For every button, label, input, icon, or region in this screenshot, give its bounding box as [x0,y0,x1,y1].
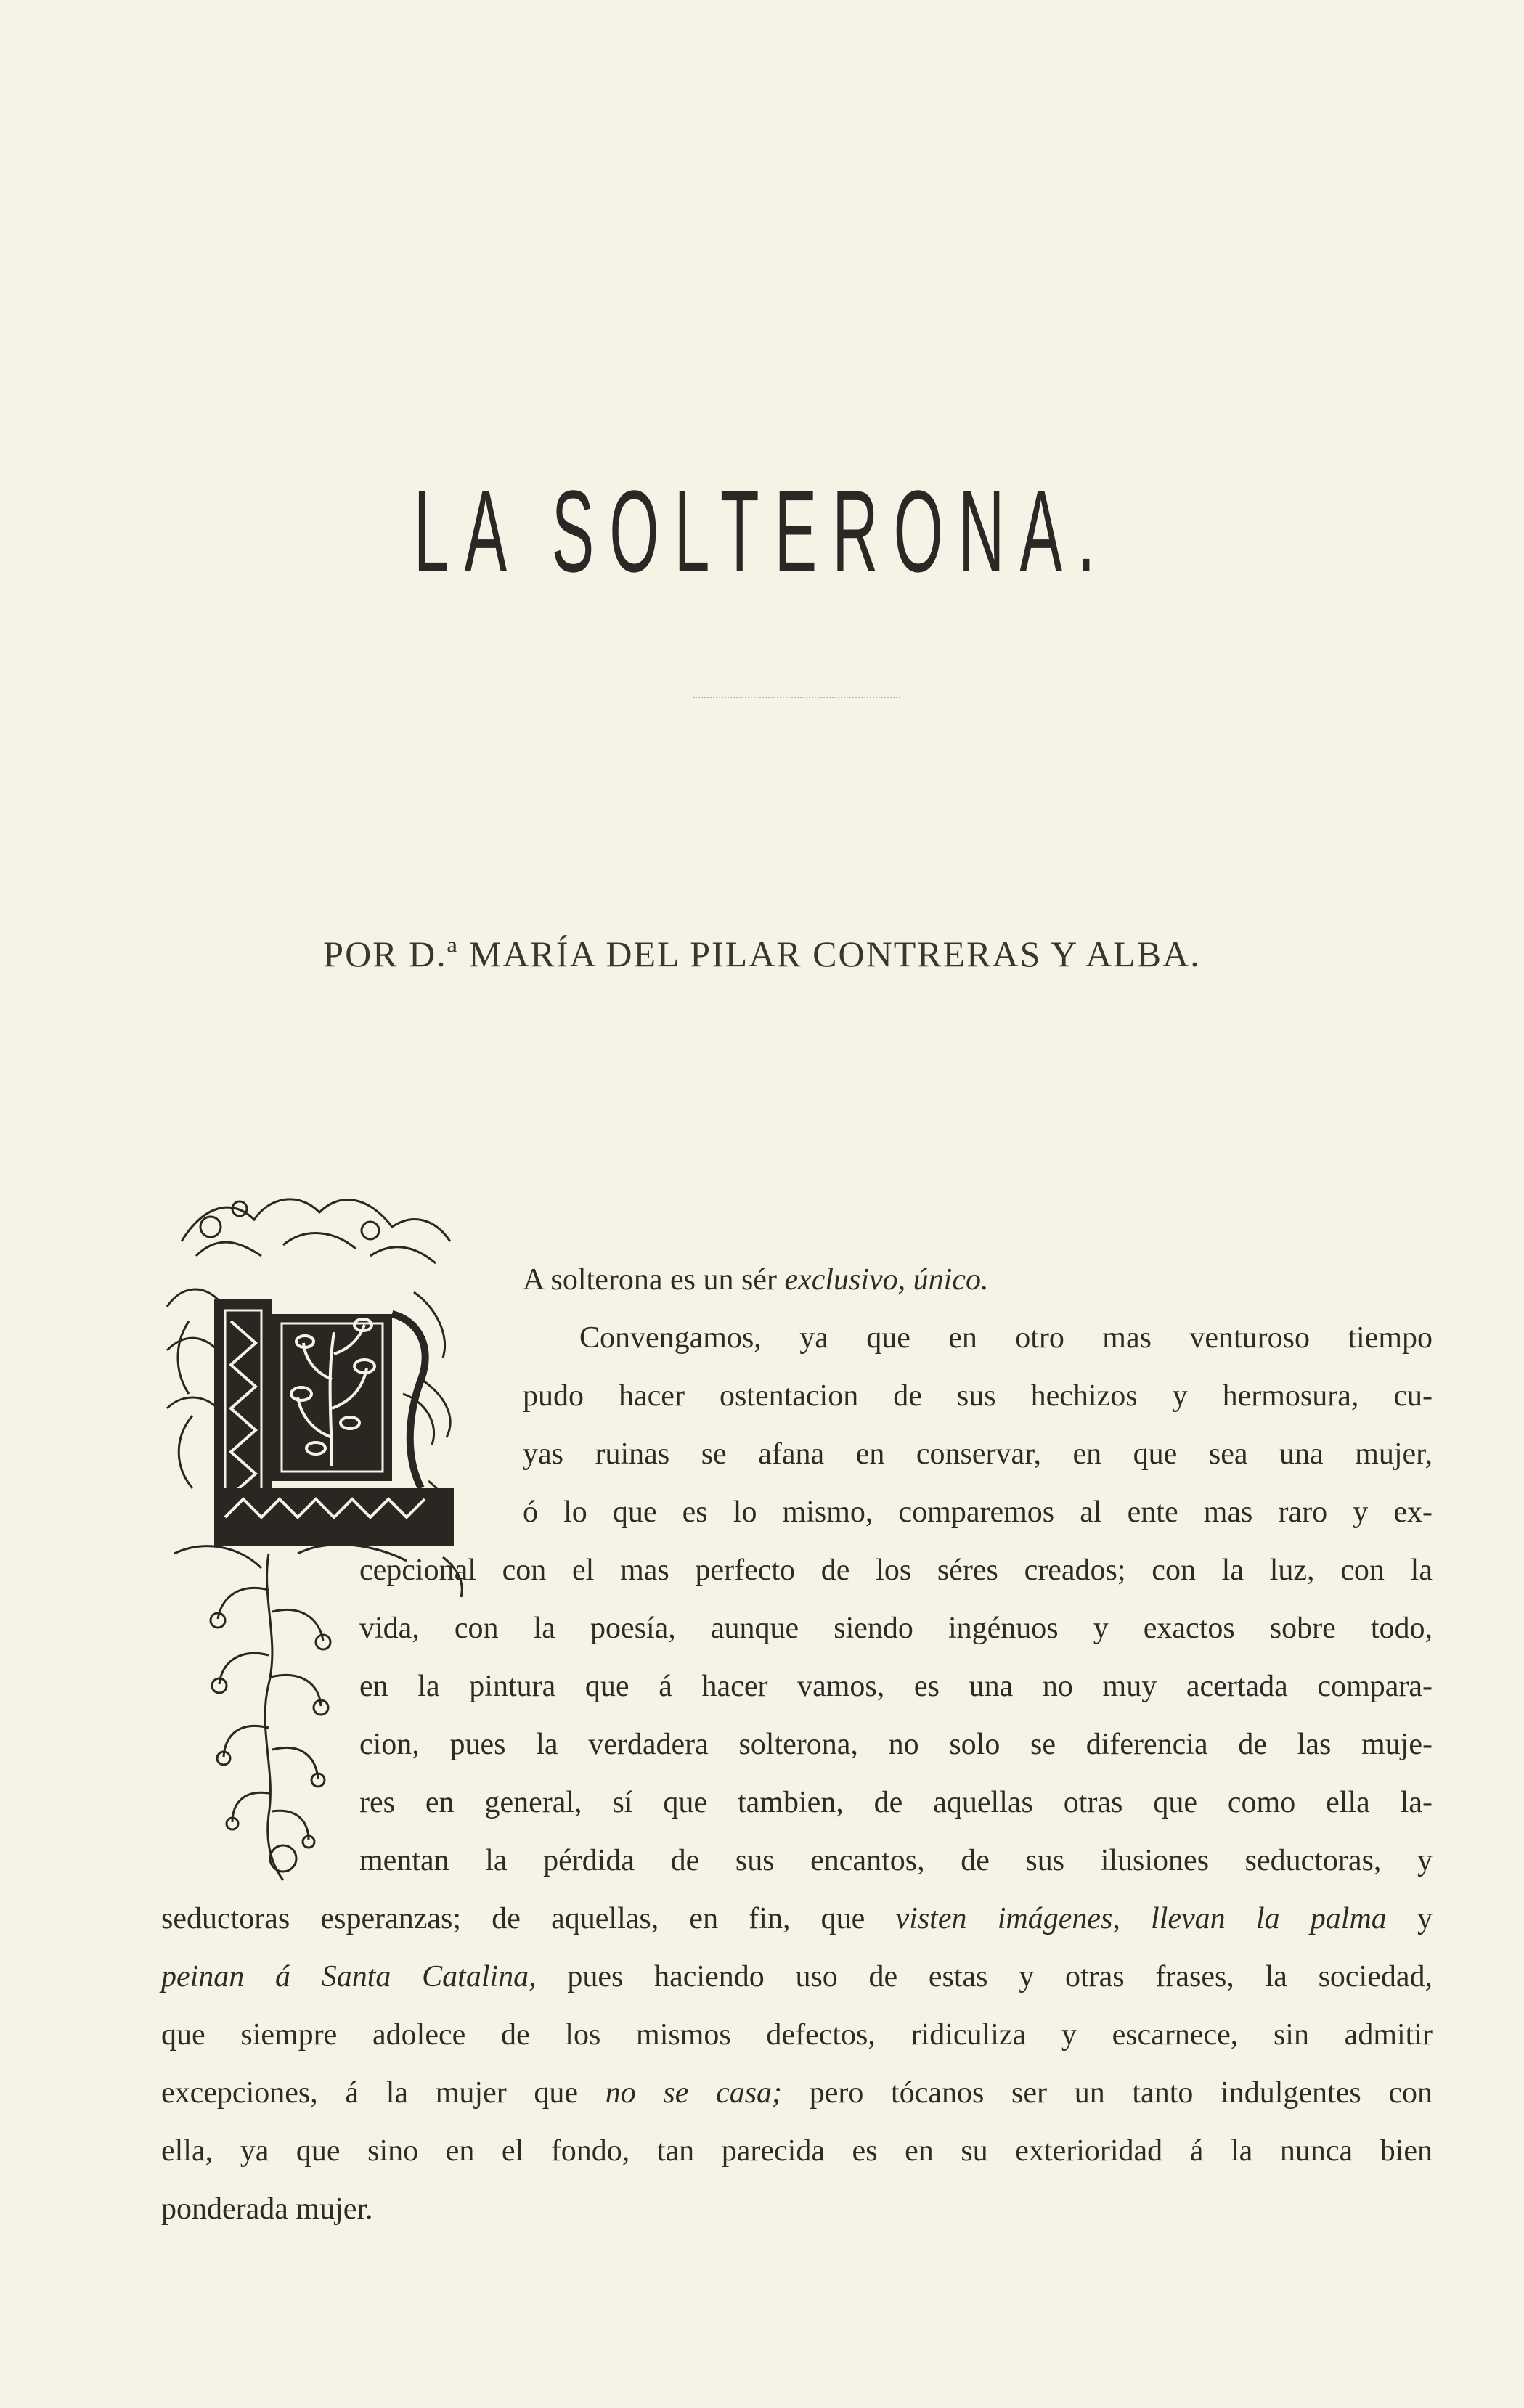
text-segment: ponderada mujer. [161,2192,373,2226]
title-divider [693,697,900,698]
text-segment: pero tócanos ser un tanto indulgentes con [782,2076,1433,2110]
text-line [523,1497,1433,1527]
text-line [359,1845,1433,1876]
text-line [523,1439,1433,1469]
text-segment: seductoras esperanzas; de aquellas, en fin, que [161,1902,896,1935]
text-line [359,1555,1433,1585]
italic-phrase: no se casa; [605,2076,783,2110]
text-segment: pues haciendo uso de estas y otras frases, la sociedad, [536,1960,1433,1993]
italic-phrase: visten imágenes, llevan la palma [895,1902,1387,1935]
text-segment: y [1386,1902,1433,1935]
page-title: LA SOLTERONA. [413,466,1111,596]
text-line [359,1787,1433,1818]
text-line [359,1729,1433,1760]
text-segment: en la pintura que á hacer vamos, es una no muy acertada compara- [359,1670,1433,1703]
text-line [359,1671,1433,1702]
ornate-initial-l-icon [152,1176,472,1887]
text-line [161,2194,373,2224]
text-segment: yas ruinas se afana en conservar, en que sea una mujer, [523,1437,1433,1471]
text-segment: A solterona es un sér [523,1263,785,1297]
text-segment: pudo hacer ostentacion de sus hechizos y hermosura, cu- [523,1379,1433,1413]
text-segment: ó lo que es lo mismo, comparemos al ente mas raro y ex- [523,1495,1433,1529]
text-segment: mentan la pérdida de sus encantos, de sus ilusiones seductoras, y [359,1844,1433,1877]
text-segment: vida, con la poesía, aunque siendo ingénuos y exactos sobre todo, [359,1612,1433,1645]
text-segment: Convengamos, ya que en otro mas venturoso tiempo [579,1321,1433,1355]
text-segment: cion, pues la verdadera solterona, no solo se diferencia de las muje- [359,1728,1433,1761]
text-segment: excepciones, á la mujer que [161,2076,606,2110]
text-line [523,1265,989,1295]
text-segment: que siempre adolece de los mismos defectos, ridiculiza y escarnece, sin admitir [161,2018,1433,2052]
text-line [579,1323,1433,1353]
text-line [161,2078,1433,2108]
italic-phrase: exclusivo, único. [784,1263,989,1297]
text-segment: cepcional con el mas perfecto de los séres creados; con la luz, con la [359,1554,1433,1587]
text-line [359,1613,1433,1644]
author-byline: POR D.ª MARÍA DEL PILAR CONTRERAS Y ALBA. [323,934,1201,974]
italic-phrase: peinan á Santa Catalina, [161,1960,537,1993]
text-line [523,1381,1433,1411]
text-line [161,2020,1433,2050]
text-line [161,1962,1433,1992]
text-line [161,1903,1433,1934]
text-segment: res en general, sí que tambien, de aquellas otras que como ella la- [359,1786,1433,1819]
text-segment: ella, ya que sino en el fondo, tan parecida es en su exterioridad á la nunca bien [161,2134,1433,2168]
text-line [161,2136,1433,2166]
